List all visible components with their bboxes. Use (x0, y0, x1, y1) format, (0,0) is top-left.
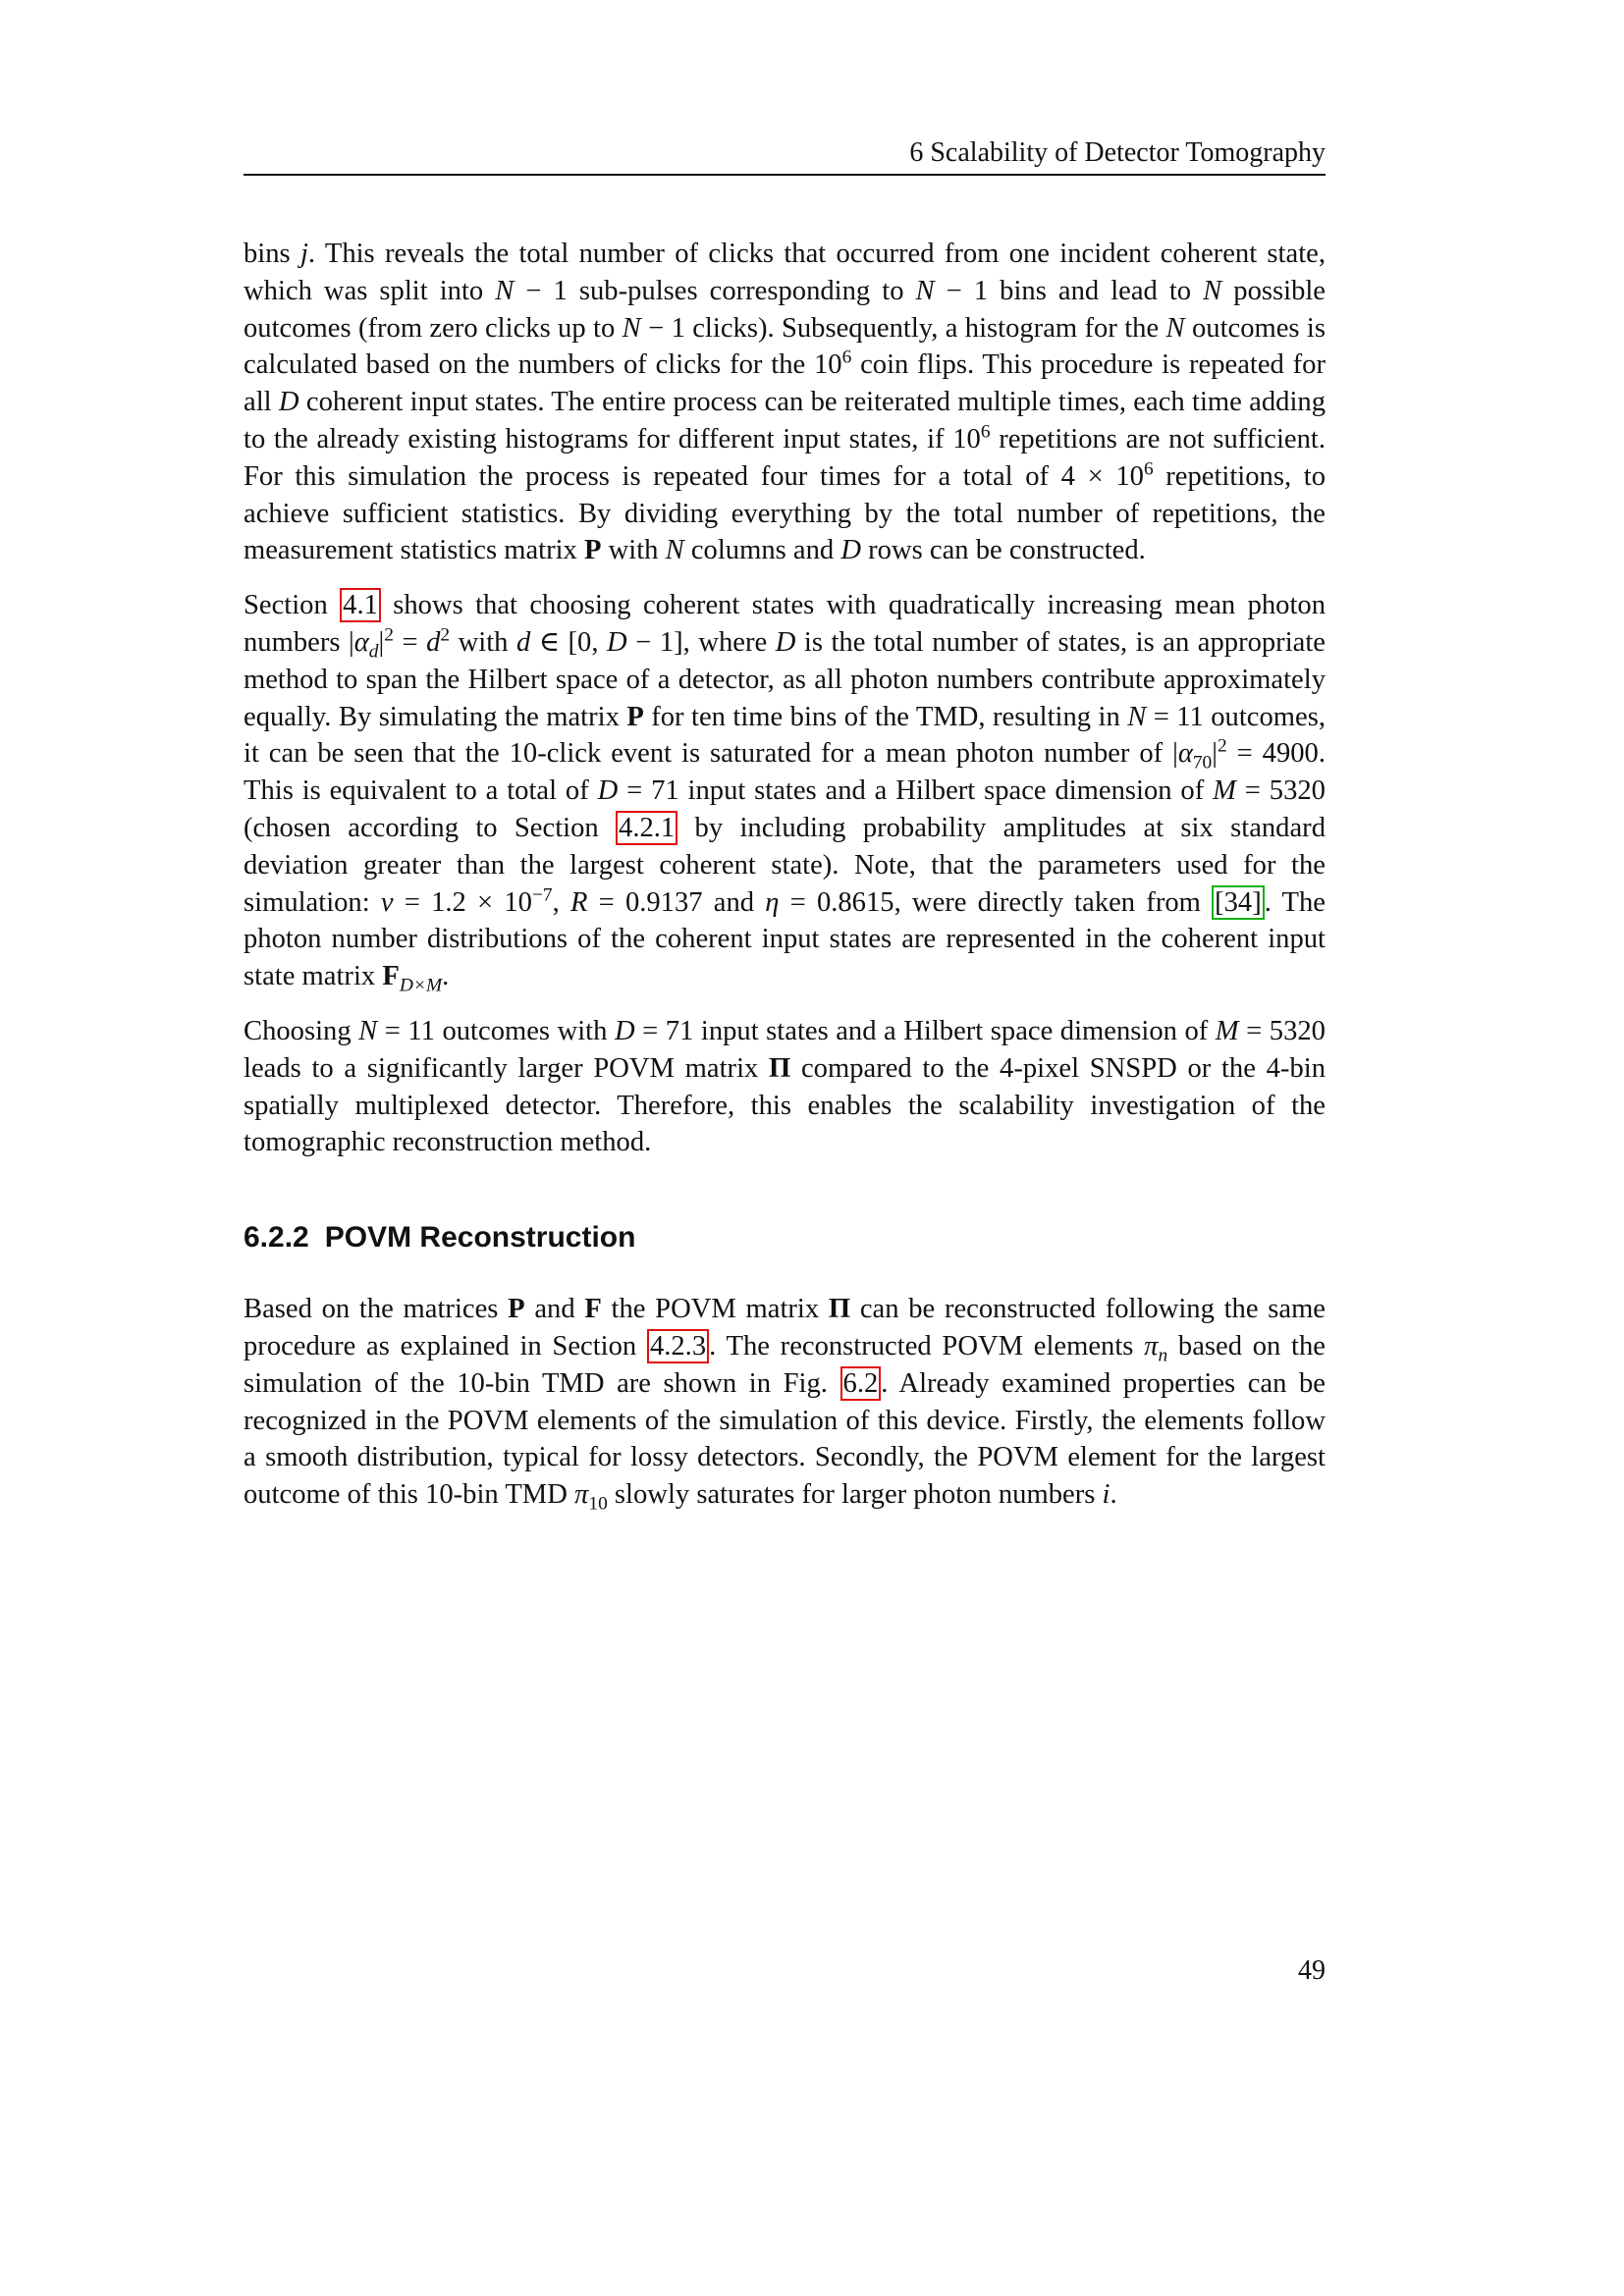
section-link-4-2-3[interactable]: 4.2.3 (647, 1329, 709, 1363)
subsection-title: POVM Reconstruction (324, 1221, 636, 1255)
section-link-4-2-1[interactable]: 4.2.1 (616, 811, 677, 845)
page-number: 49 (1298, 1955, 1326, 1986)
header-rule (244, 174, 1326, 176)
subsection-heading (244, 1218, 1326, 1257)
paragraph-coherent-states: Section 4.1 shows that choosing coherent states with quadratically increasing mean photon numbers $|\alpha_d|^2 = d^2$ with d ∈ [0, D − 1], where D is the total number of states, is an appropriate method to span the Hilbert space of a detector, as all photon numbers contribute approximately equally. By simulating the matrix P for ten time bins of the TMD, resulting in N = 11 outcomes, it can be seen that the 10-click event is saturated for a mean photon number of $|\alpha_{70}|^2 = 4900$. This is equivalent to a total of D = 71 input states and a Hilbert space dimension of M = 5320 (chosen according to Section 4.2.1 by including probability amplitudes at six standard deviation greater than the largest coherent state). Note, that the parameters used for the simulation: $\nu = 1.2 \times 10^{-7}$, R = 0.9137 and η = 0.8615, were directly taken from [34] . The photon number distributions of the coherent input states are represented in the coherent input state matrix $F_{D\times M}$. (244, 590, 1326, 996)
figure-link-6-2[interactable]: 6.2 (840, 1366, 882, 1401)
paragraph-scalability: Choosing N = 11 outcomes with D = 71 input states and a Hilbert space dimension of M = 5320 leads to a significantly larger POVM matrix Π compared to the 4-pixel SNSPD or the 4-bin spatially multiplexed detector. Therefore, this enables the scalability investigation of the tomographic reconstruction method. (244, 1015, 1326, 1158)
section-link-4-1[interactable]: 4.1 (340, 588, 381, 622)
paragraph-povm-reconstruction: Based on the matrices P and F the POVM matrix Π can be reconstructed following the same procedure as explained in Section 4.2.3 . The reconstructed POVM elements $\pi_n$ based on the simulation of the 10-bin TMD are shown in Fig. 6.2 . Already examined properties can be recognized in the POVM elements of the simulation of this device. Firstly, the elements follow a smooth distribution, typical for lossy detectors. Secondly, the POVM element for the largest outcome of this 10-bin TMD $\pi_{10}$ slowly saturates for larger photon numbers i. (244, 1294, 1326, 1515)
subsection-number: 6.2.2 (244, 1221, 309, 1255)
paragraph-continuation: bins j. This reveals the total number of clicks that occurred from one incident coherent state, which was split into N − 1 sub-pulses corresponding to N − 1 bins and lead to N possible outcomes (from zero clicks up to N − 1 clicks). Subsequently, a histogram for the N outcomes is calculated based on the numbers of clicks for the $10^6$ coin flips. This procedure is repeated for all D coherent input states. The entire process can be reiterated multiple times, each time adding to the already existing histograms for different input states, if $10^6$ repetitions are not sufficient. For this simulation the process is repeated four times for a total of $4 \times 10^6$ repetitions, to achieve sufficient statistics. By dividing everything by the total number of repetitions, the measurement statistics matrix P with N columns and D rows can be constructed. (244, 239, 1326, 566)
running-header: 6 Scalability of Detector Tomography (909, 137, 1326, 168)
citation-link-34[interactable]: [34] (1212, 885, 1265, 920)
main-text (244, 236, 1326, 1531)
